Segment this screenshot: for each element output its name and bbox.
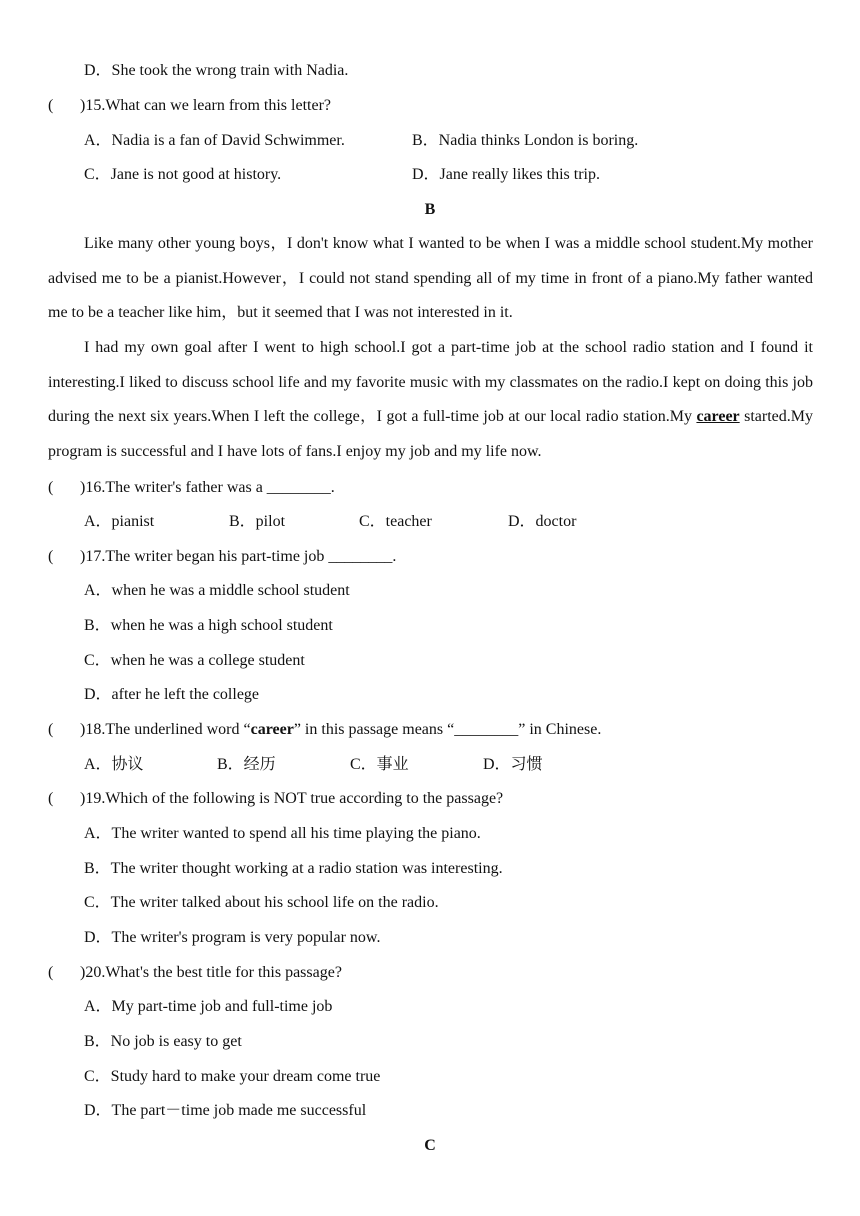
q15-stem <box>48 96 331 116</box>
q18-option-c: C．事业 <box>350 756 409 773</box>
q15-question: )15.What can we learn from this letter? <box>80 97 331 114</box>
q17-question: )17.The writer began his part-time job ________. <box>80 548 397 565</box>
q14-option-d: D．She took the wrong train with Nadia. <box>84 62 349 79</box>
answer-blank[interactable]: ( <box>48 548 54 565</box>
q18-option-b: B．经历 <box>217 756 276 773</box>
q18-keyword: career <box>250 721 294 738</box>
q20-option-b: B．No job is easy to get <box>84 1033 242 1050</box>
answer-blank[interactable]: ( <box>48 479 54 496</box>
q16-option-a: A．pianist <box>84 513 155 530</box>
q17-option-b: B．when he was a high school student <box>84 617 333 634</box>
q19-option-b: B．The writer thought working at a radio station was interesting. <box>84 860 503 877</box>
answer-blank[interactable]: ( <box>48 790 54 807</box>
section-c-heading: C <box>424 1137 436 1154</box>
q18-question: )18.The underlined word “ <box>80 721 251 738</box>
q18-option-d: D．习惯 <box>483 756 543 773</box>
q15-option-b: B．Nadia thinks London is boring. <box>412 132 639 149</box>
q17-option-c: C．when he was a college student <box>84 652 305 669</box>
q20-option-d: D．The part－time job made me successful <box>84 1102 367 1119</box>
q20-stem <box>48 963 342 983</box>
q19-stem <box>48 789 503 809</box>
q20-question: )20.What's the best title for this passage? <box>80 964 342 981</box>
q19-option-a: A．The writer wanted to spend all his time playing the piano. <box>84 825 481 842</box>
q18-stem <box>48 720 601 740</box>
q16-question: )16.The writer's father was a ________. <box>80 479 335 496</box>
q16-option-b: B．pilot <box>229 513 286 530</box>
section-b-heading: B <box>424 201 436 218</box>
q16-option-c: C．teacher <box>359 513 432 530</box>
passage-b-paragraph-1 <box>48 227 813 331</box>
q17-option-a: A．when he was a middle school student <box>84 582 350 599</box>
q15-option-c: C．Jane is not good at history. <box>84 166 282 183</box>
q15-option-a: A．Nadia is a fan of David Schwimmer. <box>84 132 345 149</box>
q20-option-c: C．Study hard to make your dream come true <box>84 1068 381 1085</box>
q19-option-c: C．The writer talked about his school life on the radio. <box>84 894 439 911</box>
q15-option-d: D．Jane really likes this trip. <box>412 166 600 183</box>
q16-stem <box>48 478 335 498</box>
q16-option-d: D．doctor <box>508 513 577 530</box>
answer-blank[interactable]: ( <box>48 964 54 981</box>
underlined-word-career: career <box>696 408 740 426</box>
q18-question-tail: ” in this passage means “________” in Chinese. <box>293 721 602 738</box>
q17-option-d: D．after he left the college <box>84 686 260 703</box>
q19-question: )19.Which of the following is NOT true according to the passage? <box>80 790 504 807</box>
q17-stem <box>48 547 396 567</box>
passage-b-p1-text: Like many other young boys，I don't know what I wanted to be when I was a middle school student.My mother advised me to be a pianist.However，I could not stand spending all of my time in front of a piano.My father wanted me to be a teacher like him，but it seemed that I was not interested in it. <box>48 235 814 322</box>
q18-option-a: A．协议 <box>84 756 144 773</box>
answer-blank[interactable]: ( <box>48 721 54 738</box>
passage-b-p2-tail: started.My program is successful and I have lots of fans.I enjoy my job and my life now. <box>48 408 814 461</box>
passage-b-p2-text: I had my own goal after I went to high school.I got a part-time job at the school radio station and I found it interesting.I liked to discuss school life and my favorite music with my classmates on the radio.I kept on doing this job during the next six years.When I left the college，I got a full-time job at our local radio station.My <box>48 339 813 426</box>
q19-option-d: D．The writer's program is very popular now. <box>84 929 381 946</box>
answer-blank[interactable]: ( <box>48 97 54 114</box>
q20-option-a: A．My part-time job and full-time job <box>84 998 333 1015</box>
passage-b-paragraph-2 <box>48 331 813 470</box>
